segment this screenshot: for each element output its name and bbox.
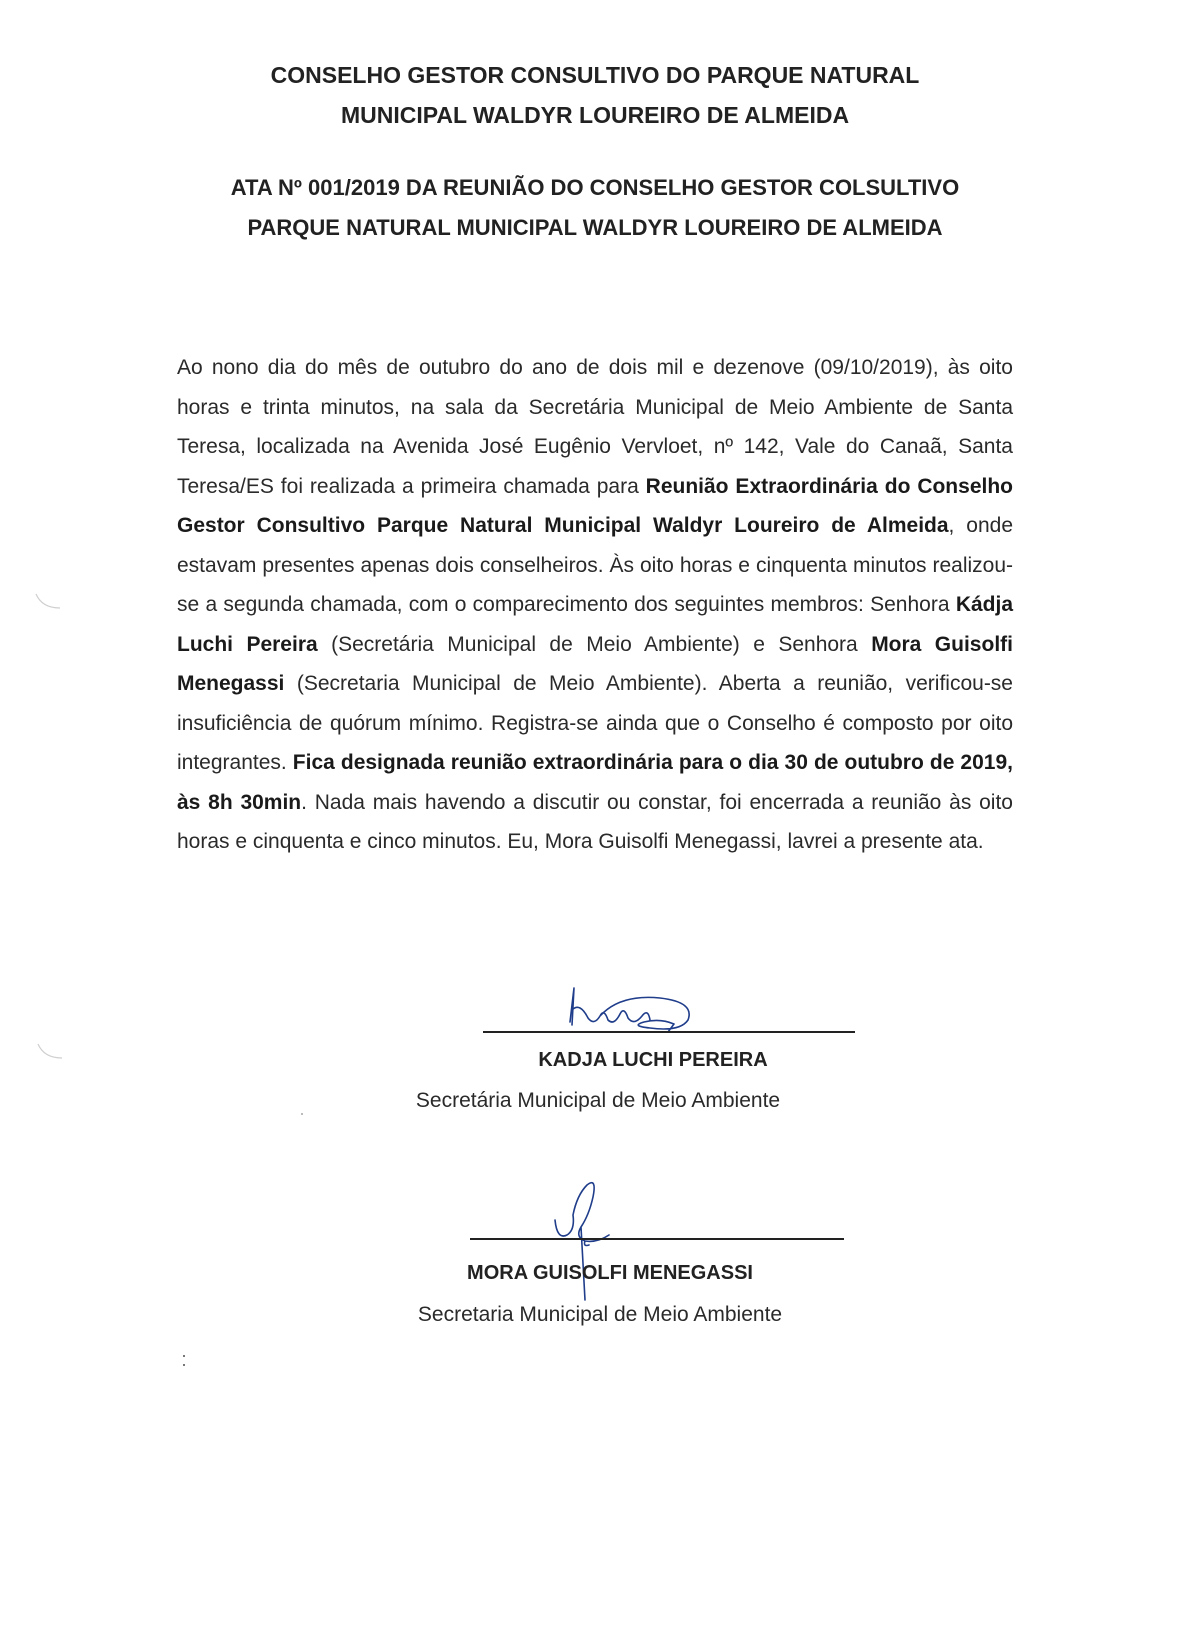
body-bold-3: Mora Guisolfi Menegassi [177, 632, 1013, 695]
signatory-name-kadja: KADJA LUCHI PEREIRA [538, 1049, 768, 1071]
scan-dot-3 [301, 1113, 303, 1115]
council-title-line2: MUNICIPAL WALDYR LOUREIRO DE ALMEIDA [340, 102, 850, 128]
scan-dot-2 [183, 1364, 185, 1366]
body-text-4: (Secretaria Municipal de Meio Ambiente). Aberta a reunião, verificou-se insuficiência de quórum mínimo. Registra-se ainda que o Conselho é composto por oito integrantes. [177, 672, 1013, 774]
minutes-title [180, 168, 1010, 248]
body-bold-2: Kádja Luchi Pereira [177, 593, 1013, 656]
scan-artifact-left-2 [36, 1040, 66, 1064]
signatory-role-kadja: Secretária Municipal de Meio Ambiente [415, 1089, 781, 1112]
body-bold-1: Reunião Extraordinária do Conselho Gestor Consultivo Parque Natural Municipal Waldyr Loureiro de Almeida [177, 474, 1013, 537]
body-text-1: Ao nono dia do mês de outubro do ano de dois mil e dezenove (09/10/2019), às oito horas e trinta minutos, na sala da Secretária Municipal de Meio Ambiente de Santa Teresa, localizada na Avenida José Eugênio Vervloet, nº 142, Vale do Canaã, Santa Teresa/ES foi realizada a primeira chamada para [177, 356, 1013, 498]
minutes-body [177, 348, 1013, 862]
signature-mora [545, 1175, 625, 1315]
body-text-5: . Nada mais havendo a discutir ou constar, foi encerrada a reunião às oito horas e cinquenta e cinco minutos. Eu, Mora Guisolfi Menegassi, lavrei a presente ata. [177, 790, 1013, 853]
body-text-3: (Secretária Municipal de Meio Ambiente) e Senhora [317, 632, 872, 656]
signatory-role-mora: Secretaria Municipal de Meio Ambiente [417, 1303, 783, 1326]
body-text-2: , onde estavam presentes apenas dois conselheiros. Às oito horas e cinquenta minutos realizou-se a segunda chamada, com o comparecimento dos seguintes membros: Senhora [177, 514, 1013, 616]
minutes-title-line2: PARQUE NATURAL MUNICIPAL WALDYR LOUREIRO DE ALMEIDA [247, 215, 943, 240]
council-title [180, 55, 1010, 135]
scan-artifact-left-1 [34, 590, 64, 614]
signature-line-kadja [483, 1031, 855, 1033]
signatory-name-mora: MORA GUISOLFI MENEGASSI [467, 1262, 753, 1284]
body-bold-4: Fica designada reunião extraordinária para o dia 30 de outubro de 2019, às 8h 30min [177, 751, 1013, 814]
council-title-line1: CONSELHO GESTOR CONSULTIVO DO PARQUE NATURAL [270, 62, 920, 88]
minutes-title-line1: ATA Nº 001/2019 DA REUNIÃO DO CONSELHO GESTOR COLSULTIVO [230, 175, 960, 200]
signature-line-mora [470, 1238, 844, 1240]
scan-dot-1 [183, 1355, 185, 1357]
